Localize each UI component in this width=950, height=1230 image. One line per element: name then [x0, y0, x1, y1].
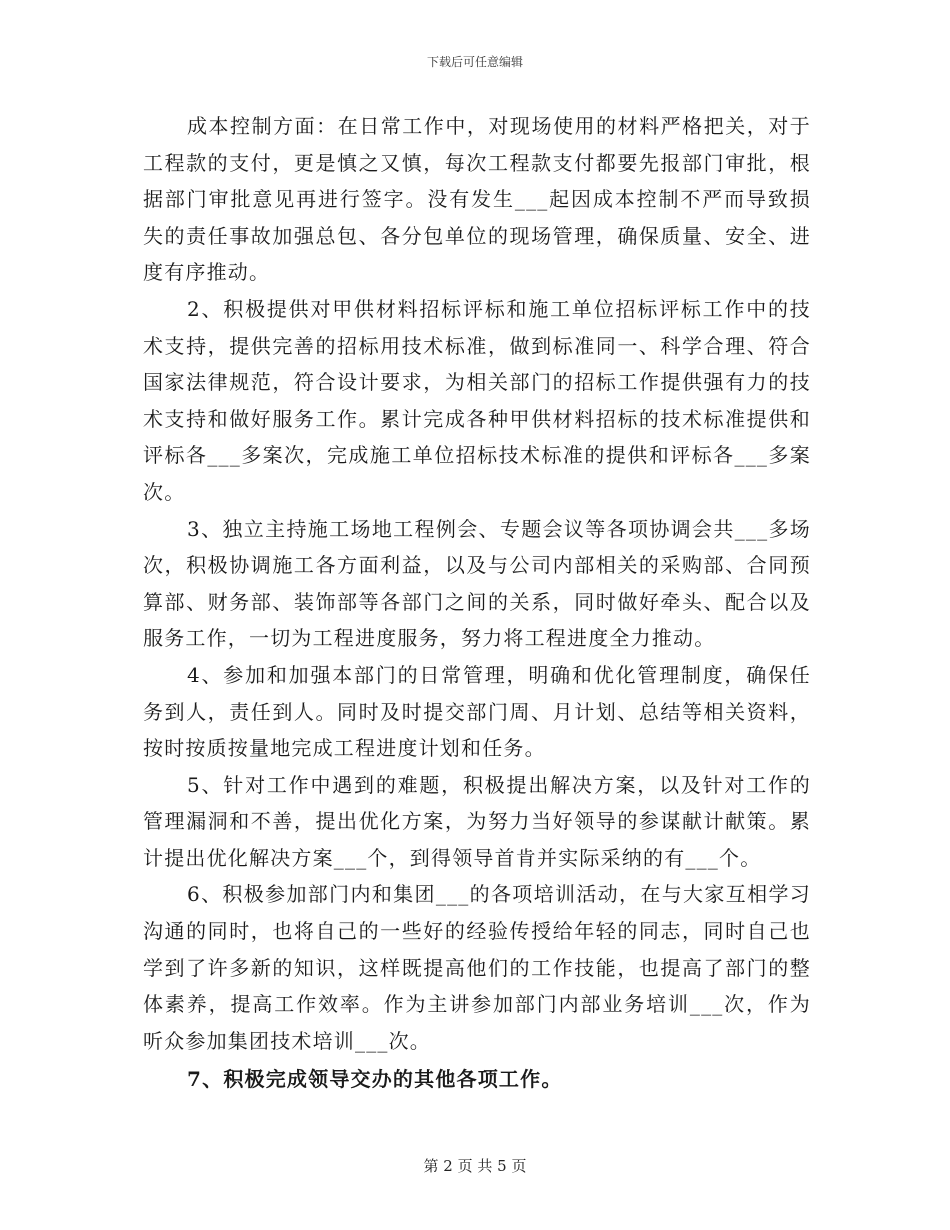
paragraph-cost-control: 成本控制方面：在日常工作中，对现场使用的材料严格把关，对于工程款的支付，更是慎之又慎，每次工程款支付都要先报部门审批，根据部门审批意见再进行签字。没有发生___起因成本控制不严而导致损失的责任事故加强总包、各分包单位的现场管理，确保质量、安全、进度有序推动。: [143, 114, 811, 285]
paragraph-item-5: 5、针对工作中遇到的难题，积极提出解决方案，以及针对工作的管理漏洞和不善，提出优化方案，为努力当好领导的参谋献计献策。累计提出优化解决方案___个，到得领导首肯并实际采纳的有___个。: [143, 772, 811, 870]
paragraph-item-7: 7、积极完成领导交办的其他各项工作。: [187, 1067, 563, 1092]
paragraph-item-4: 4、参加和加强本部门的日常管理，明确和优化管理制度，确保任务到人，责任到人。同时及时提交部门周、月计划、总结等相关资料，按时按质按量地完成工程进度计划和任务。: [143, 662, 811, 761]
document-body: [143, 108, 811, 1098]
paragraph-item-3: 3、独立主持施工场地工程例会、专题会议等各项协调会共___多场次，积极协调施工各方面利益，以及与公司内部相关的采购部、合同预算部、财务部、装饰部等各部门之间的关系，同时做好牵头、配合以及服务工作，一切为工程进度服务，努力将工程进度全力推动。: [143, 516, 811, 651]
page-footer: 第 2 页 共 5 页: [423, 1157, 527, 1175]
paragraph-item-2: 2、积极提供对甲供材料招标评标和施工单位招标评标工作中的技术支持，提供完善的招标用技术标准，做到标准同一、科学合理、符合国家法律规范，符合设计要求，为相关部门的招标工作提供强有力的技术支持和做好服务工作。累计完成各种甲供材料招标的技术标准提供和评标各___多案次，完成施工单位招标技术标准的提供和评标各___多案次。: [143, 296, 811, 504]
page-header: 下载后可任意编辑: [426, 55, 523, 69]
paragraph-item-6: 6、积极参加部门内和集团___的各项培训活动，在与大家互相学习沟通的同时，也将自己的一些好的经验传授给年轻的同志，同时自己也学到了许多新的知识，这样既提高他们的工作技能，也提高了部门的整体素养，提高工作效率。作为主讲参加部门内部业务培训___次，作为听众参加集团技术培训___次。: [143, 882, 811, 1053]
